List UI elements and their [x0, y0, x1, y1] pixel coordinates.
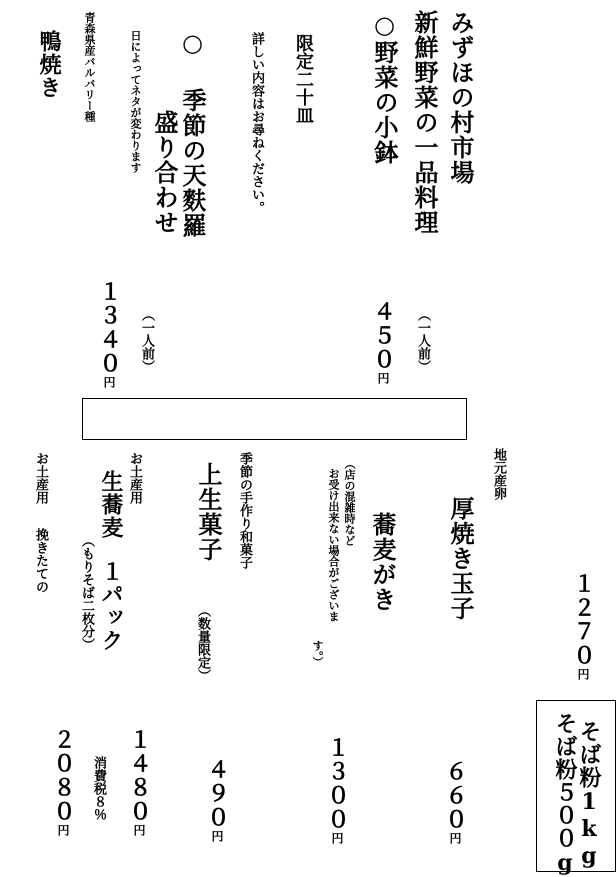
center-blank-box	[82, 398, 467, 440]
wagashi-price	[206, 758, 228, 842]
yen-label: 円	[576, 668, 590, 680]
tempura-item-name-2: 盛り合わせ	[150, 110, 179, 235]
yen-label: 円	[132, 824, 146, 836]
yen-label: 円	[448, 832, 462, 844]
sobagaki-note-1: （店の混雑時など	[343, 458, 356, 546]
sobagaki-price	[326, 736, 348, 844]
yen-label: 円	[330, 832, 344, 844]
veg-section-title: 新鮮野菜の一品料理	[410, 10, 439, 235]
daily-note: 日によってネタが変わります	[129, 30, 142, 173]
price-value: １３００	[324, 736, 350, 832]
wagashi-limited: （数量限定）	[195, 604, 210, 682]
soba-flour-500g: そば粉５００g	[552, 712, 578, 877]
yen-label: 円	[376, 372, 390, 384]
soba-flour-1kg: そば粉1kg	[576, 720, 602, 870]
fresh-ground-label: 挽きたての	[33, 528, 48, 593]
price-value: ２０８０	[50, 728, 76, 824]
yen-label: 円	[102, 376, 116, 388]
omiyage-label-2: お土産用	[33, 452, 48, 504]
limited-label: 限定二十皿	[293, 34, 314, 124]
sobagaki-note-3: す。）	[311, 640, 324, 668]
nama-soba-note: （もりそば二枚分）	[79, 534, 94, 651]
sobagaki-note-2: お受け出来ない場合がございま	[327, 468, 340, 622]
veg-item-name: ○野菜の小鉢	[370, 10, 399, 165]
nama-soba-pack: １パック	[98, 560, 124, 652]
sobagaki-item-name: 蕎麦がき	[368, 512, 397, 612]
flour-1kg-price	[572, 572, 594, 680]
egg-price	[444, 760, 466, 844]
duck-origin: 青森県産バルバリー種	[83, 12, 96, 122]
price-value: ４９０	[204, 758, 230, 830]
veg-item-unit: （一人前）	[415, 308, 430, 373]
price-value: １３４０	[96, 280, 122, 376]
wagashi-label: 季節の手作り和菓子	[237, 452, 252, 569]
yen-label: 円	[210, 830, 224, 842]
tempura-item-name: ○ 季節の天麩羅	[178, 28, 207, 238]
tempura-item-unit: （一人前）	[139, 308, 154, 373]
price-value: １２７０	[570, 572, 596, 668]
flour-total-price	[52, 728, 74, 836]
tempura-item-price	[98, 280, 120, 388]
market-name: みずほの村市場	[446, 10, 475, 185]
nama-soba-name: 生蕎麦	[98, 470, 124, 539]
nama-soba-price	[128, 728, 150, 836]
ask-details-note: 詳しい内容はお尋ねください。	[249, 32, 264, 214]
egg-item-name: 厚焼き玉子	[446, 496, 475, 621]
wagashi-item-name: 上生菓子	[194, 462, 223, 562]
duck-item-name: 鴨焼き	[36, 30, 62, 99]
tax-note: 消費税８％	[91, 756, 106, 821]
price-value: ６６０	[442, 760, 468, 832]
yen-label: 円	[56, 824, 70, 836]
price-value: ４５０	[370, 300, 396, 372]
veg-item-price	[372, 300, 394, 384]
egg-origin: 地元産卵	[491, 448, 506, 500]
omiyage-label-1: お土産用	[127, 452, 142, 504]
price-value: １４８０	[126, 728, 152, 824]
